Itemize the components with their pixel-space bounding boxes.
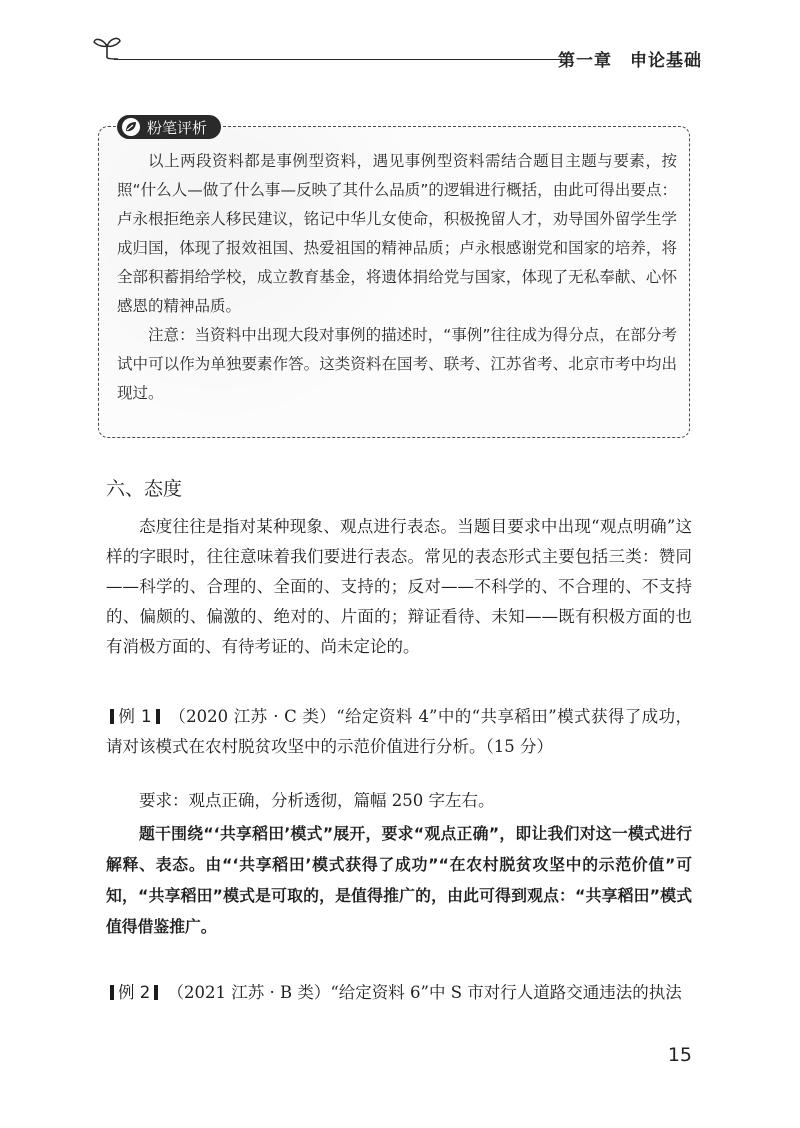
requirement-text: 要求：观点正确，分析透彻，篇幅 250 字左右。 [139,791,495,810]
commentary-badge-label: 粉笔评析 [147,118,208,137]
sprout-icon [92,34,122,60]
commentary-paragraph: 以上两段资料都是事例型资料，遇见事例型资料需结合题目主题与要素，按照“什么人—做了什么事—反映了其什么品质”的逻辑进行概括，由此可得出要点：卢永根拒绝亲人移民建议，铭记中华儿女使命，积极挽留人才，劝导国外留学生学成归国，体现了报效祖国、热爱祖国的精神品质；卢永根感谢党和国家的培养，将全部积蓄捐给学校，成立教育基金，将遗体捐给党与国家，体现了无私奉献、心怀感恩的精神品质。 [117,152,677,315]
leaf-icon [121,117,141,137]
chapter-title: 第一章 申论基础 [558,51,702,71]
requirement-paragraph [106,786,692,816]
analysis-paragraph [106,818,692,942]
example-1-text: （2020 江苏 · C 类）“给定资料 4”中的“共享稻田”模式获得了成功，请对该模式在农村脱贫攻坚中的示范价值进行分析。（15 分） [106,707,693,756]
commentary-box [98,118,690,438]
header-rule [114,59,562,60]
example-marker [110,985,114,1000]
page-number: 15 [667,1044,692,1066]
intro-text: 态度往往是指对某种现象、观点进行表态。当题目要求中出现“观点明确”这样的字眼时，往往意味着我们要进行表态。常见的表态形式主要包括三类：赞同——科学的、合理的、全面的、支持的；反对——不科学的、不合理的、不支持的、偏颇的、偏激的、绝对的、片面的；辩证看待、未知——既有积极方面的也有消极方面的、有待考证的、尚未定论的。 [106,517,692,656]
example-2-text: （2021 江苏 · B 类）“给定资料 6”中 S 市对行人道路交通违法的执法 [167,983,682,1002]
commentary-text [117,147,677,408]
example-1-label: 例 1 [118,707,152,726]
example-marker [110,709,114,724]
intro-paragraph [106,512,692,662]
example-2-label: 例 2 [118,983,151,1002]
commentary-note: 注意：当资料中出现大段对事例的描述时，“事例”往往成为得分点，在部分考试中可以作为单独要素作答。这类资料在国考、联考、江苏省考、北京市考中均出现过。 [117,326,677,402]
analysis-text: 题干围绕“‘共享稻田’模式”展开，要求“观点正确”，即让我们对这一模式进行解释、表态。由“‘共享稻田’模式获得了成功”“在农村脱贫攻坚中的示范价值”可知，“共享稻田”模式是可取的，是值得推广的，由此可得到观点：“共享稻田”模式值得借鉴推广。 [106,824,692,936]
example-marker [154,985,158,1000]
commentary-badge [117,115,221,139]
section-heading: 六、态度 [106,478,183,500]
example-1 [106,702,692,762]
example-2 [106,978,692,1008]
running-header [92,30,702,70]
example-marker [156,709,160,724]
